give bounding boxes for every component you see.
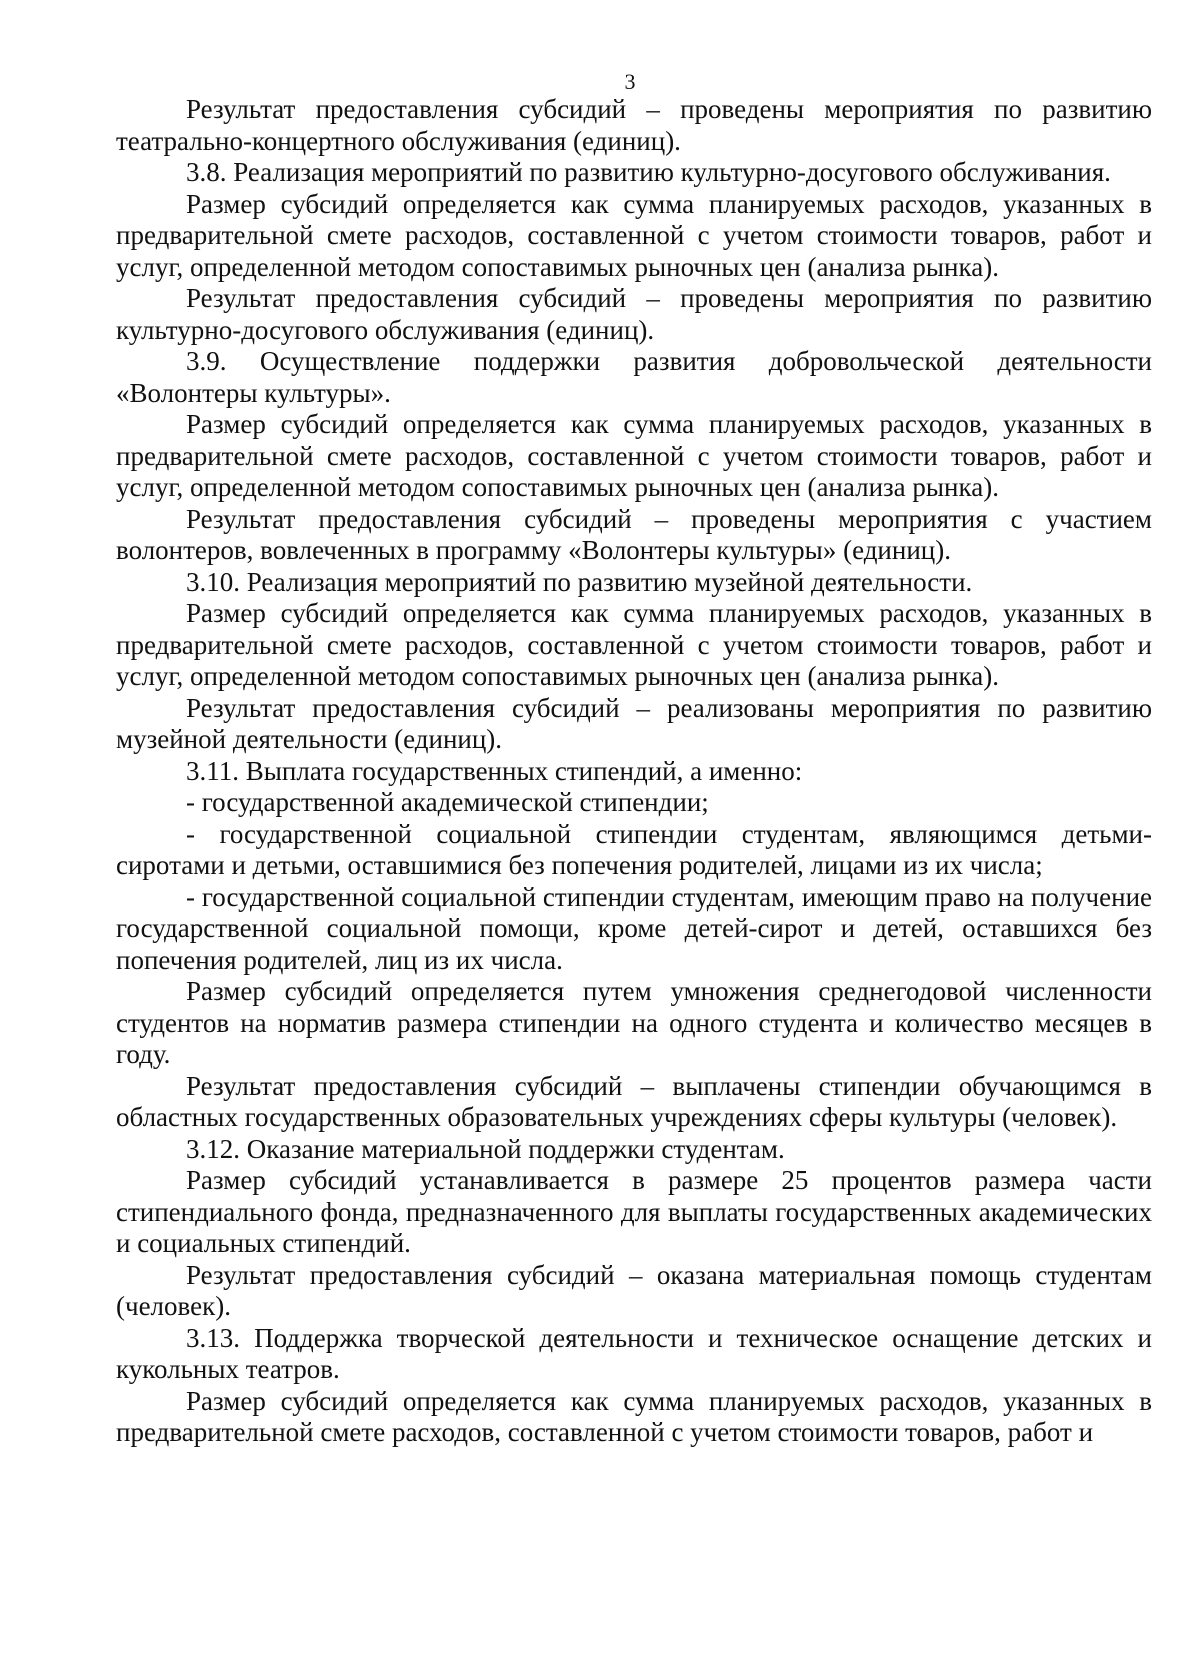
list-item: - государственной социальной стипендии студентам, имеющим право на получение государственной социальной помощи, кроме детей-сирот и детей, оставшихся без попечения родителей, лиц из их числа. <box>116 881 1152 975</box>
document-body <box>116 94 1152 1449</box>
paragraph: Результат предоставления субсидий – оказана материальная помощь студентам (человек). <box>116 1259 1152 1321</box>
section-heading-3-11: 3.11. Выплата государственных стипендий, а именно: <box>186 755 803 786</box>
page-number: 3 <box>624 69 636 94</box>
section-heading-3-8: 3.8. Реализация мероприятий по развитию культурно-досугового обслуживания. <box>186 157 1111 187</box>
section-heading-3-9: 3.9. Осуществление поддержки развития добровольческой деятельности «Волонтеры культуры». <box>116 346 1152 408</box>
list-item: - государственной социальной стипендии студентам, являющимся детьми-сиротами и детьми, оставшимися без попечения родителей, лицами из их числа; <box>116 818 1152 880</box>
section-heading-3-13: 3.13. Поддержка творческой деятельности и техническое оснащение детских и кукольных театров. <box>116 1322 1152 1384</box>
paragraph: Размер субсидий определяется как сумма планируемых расходов, указанных в предварительной смете расходов, составленной с учетом стоимости товаров, работ и <box>116 1385 1152 1447</box>
paragraph: Результат предоставления субсидий – проведены мероприятия с участием волонтеров, вовлеченных в программу «Волонтеры культуры» (единиц). <box>116 503 1152 565</box>
section-heading-3-12: 3.12. Оказание материальной поддержки студентам. <box>186 1133 785 1164</box>
paragraph: Результат предоставления субсидий – реализованы мероприятия по развитию музейной деятельности (единиц). <box>116 692 1152 754</box>
paragraph: Результат предоставления субсидий – выплачены стипендии обучающимся в областных государственных образовательных учреждениях сферы культуры (человек). <box>116 1070 1152 1132</box>
paragraph: Размер субсидий определяется путем умножения среднегодовой численности студентов на норматив размера стипендии на одного студента и количество месяцев в году. <box>116 976 1152 1069</box>
paragraph: Размер субсидий определяется как сумма планируемых расходов, указанных в предварительной смете расходов, составленной с учетом стоимости товаров, работ и услуг, определенной методом сопоставимых рыночных цен (анализа рынка). <box>116 188 1152 282</box>
paragraph: Результат предоставления субсидий – проведены мероприятия по развитию театрально-концертного обслуживания (единиц). <box>116 94 1152 156</box>
paragraph: Размер субсидий определяется как сумма планируемых расходов, указанных в предварительной смете расходов, составленной с учетом стоимости товаров, работ и услуг, определенной методом сопоставимых рыночных цен (анализа рынка). <box>116 598 1152 691</box>
paragraph: Размер субсидий устанавливается в размере 25 процентов размера части стипендиального фонда, предназначенного для выплаты государственных академических и социальных стипендий. <box>116 1165 1152 1258</box>
section-heading-3-10: 3.10. Реализация мероприятий по развитию музейной деятельности. <box>186 566 973 597</box>
list-item: - государственной академической стипендии; <box>186 787 709 817</box>
paragraph: Размер субсидий определяется как сумма планируемых расходов, указанных в предварительной смете расходов, составленной с учетом стоимости товаров, работ и услуг, определенной методом сопоставимых рыночных цен (анализа рынка). <box>116 409 1152 502</box>
paragraph: Результат предоставления субсидий – проведены мероприятия по развитию культурно-досугового обслуживания (единиц). <box>116 283 1152 345</box>
